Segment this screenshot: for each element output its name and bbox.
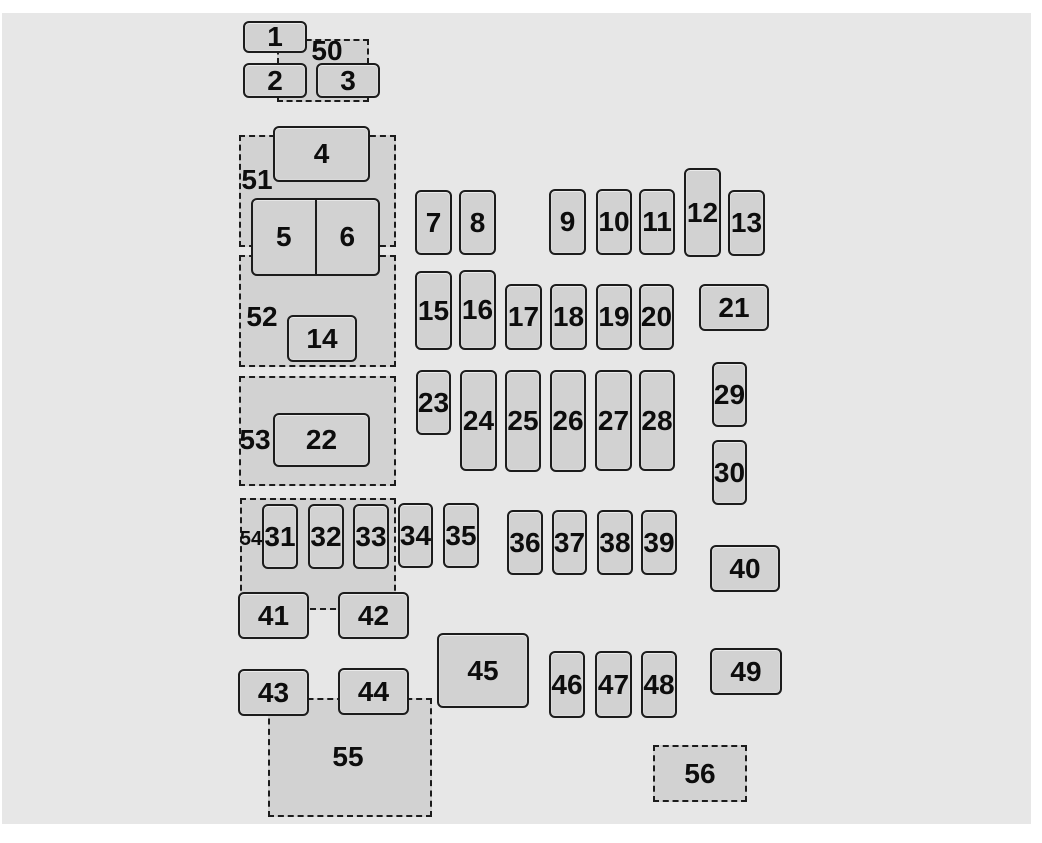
fuse-35 [443, 503, 479, 568]
fuse-29 [712, 362, 747, 427]
fuse-36 [507, 510, 543, 575]
fuse-number: 4 [313, 138, 330, 169]
fuse-37 [552, 510, 587, 575]
fuse-number: 24 [462, 404, 495, 436]
fuse-group-label-52: 52 [246, 301, 278, 332]
fuse-number: 44 [357, 675, 390, 707]
fuse-number: 21 [718, 291, 750, 323]
fuse-number: 13 [730, 207, 763, 238]
fuse-5 [253, 200, 317, 274]
fuse-number: 2 [267, 64, 283, 96]
fuse-34 [398, 503, 433, 568]
fuse-3 [316, 63, 380, 98]
fuse-number: 18 [552, 301, 585, 332]
fuse-11 [639, 189, 675, 255]
fuse-16 [459, 270, 496, 350]
fuse-13 [728, 190, 765, 256]
fuse-number: 3 [340, 64, 356, 96]
fuse-number: 19 [598, 301, 630, 332]
fuse-4 [273, 126, 370, 182]
fuse-number: 27 [597, 404, 630, 436]
fuse-number: 7 [425, 206, 442, 238]
fuse-48 [641, 651, 677, 718]
fuse-number: 41 [257, 599, 290, 631]
fuse-number: 35 [445, 519, 477, 551]
fuse-number: 43 [257, 676, 290, 708]
fuse-number: 6 [339, 221, 356, 252]
fuse-18 [550, 284, 587, 350]
fuse-group-label-54: 54 [239, 528, 263, 550]
fuse-number: 22 [305, 424, 338, 455]
fuse-47 [595, 651, 632, 718]
fuse-number: 42 [357, 599, 390, 631]
fuse-number: 48 [643, 668, 675, 700]
fuse-number: 25 [507, 405, 539, 436]
fuse-17 [505, 284, 542, 350]
fuse-number: 29 [713, 378, 746, 410]
fuse-1 [243, 21, 307, 53]
fuse-number: 38 [599, 526, 631, 558]
fuse-28 [639, 370, 675, 471]
fuse-12 [684, 168, 721, 257]
fuse-8 [459, 190, 496, 255]
fuse-number: 32 [310, 520, 342, 552]
fuse-31 [262, 504, 298, 569]
fuse-number: 1 [267, 21, 283, 52]
fuse-number: 8 [469, 206, 486, 238]
fuse-22 [273, 413, 370, 467]
fuse-number: 23 [417, 386, 450, 418]
fuse-38 [597, 510, 633, 575]
fuse-group-label-56: 56 [684, 758, 716, 789]
fuse-number: 10 [598, 206, 630, 237]
fuse-group-label-55: 55 [332, 741, 364, 772]
fuse-25 [505, 370, 541, 472]
fuse-number: 28 [641, 404, 673, 436]
fuse-10 [596, 189, 632, 255]
fuse-number: 15 [417, 294, 450, 326]
fuse-number: 40 [729, 552, 761, 584]
fuse-49 [710, 648, 782, 695]
fuse-number: 16 [461, 294, 494, 325]
fuse-14 [287, 315, 357, 362]
fuse-45 [437, 633, 529, 708]
fuse-number: 12 [686, 196, 719, 228]
fuse-7 [415, 190, 452, 255]
fuse-19 [596, 284, 632, 350]
fuse-number: 17 [507, 301, 540, 332]
fuse-group-label-50: 50 [311, 35, 343, 66]
fuse-number: 9 [559, 206, 576, 237]
fuse-27 [595, 370, 632, 471]
fuse-number: 26 [552, 405, 584, 436]
fuse-number: 14 [306, 322, 338, 354]
fuse-number: 47 [597, 668, 630, 700]
fuse-33 [353, 504, 389, 569]
fuse-44 [338, 668, 409, 715]
fuse-number: 20 [640, 301, 673, 332]
fuse-41 [238, 592, 309, 639]
fuse-number: 36 [509, 526, 541, 558]
fuse-number: 11 [642, 206, 672, 237]
fuse-39 [641, 510, 677, 575]
fuse-15 [415, 271, 452, 350]
fuse-23 [416, 370, 451, 435]
fuse-number: 34 [399, 519, 432, 551]
fuse-43 [238, 669, 309, 716]
fuse-6 [317, 200, 379, 274]
fuse-42 [338, 592, 409, 639]
fuse-number: 30 [713, 456, 746, 488]
fuse-number: 31 [264, 520, 296, 552]
fuse-number: 45 [467, 654, 499, 686]
fuse-number: 5 [275, 221, 292, 252]
fuse-group-label-51: 51 [241, 164, 273, 195]
fuse-5-6-split-box [251, 198, 380, 276]
fuse-2 [243, 63, 307, 98]
fuse-20 [639, 284, 674, 350]
fuse-9 [549, 189, 586, 255]
fuse-number: 39 [643, 526, 675, 558]
fuse-26 [550, 370, 586, 472]
fuse-46 [549, 651, 585, 718]
fuse-30 [712, 440, 747, 505]
fuse-32 [308, 504, 344, 569]
fuse-21 [699, 284, 769, 331]
fuse-number: 37 [553, 526, 586, 558]
fuse-number: 46 [551, 668, 583, 700]
fuse-24 [460, 370, 497, 471]
fuse-group-label-53: 53 [239, 424, 271, 455]
fuse-number: 49 [730, 655, 762, 687]
fuse-number: 33 [355, 520, 387, 552]
fuse-40 [710, 545, 780, 592]
